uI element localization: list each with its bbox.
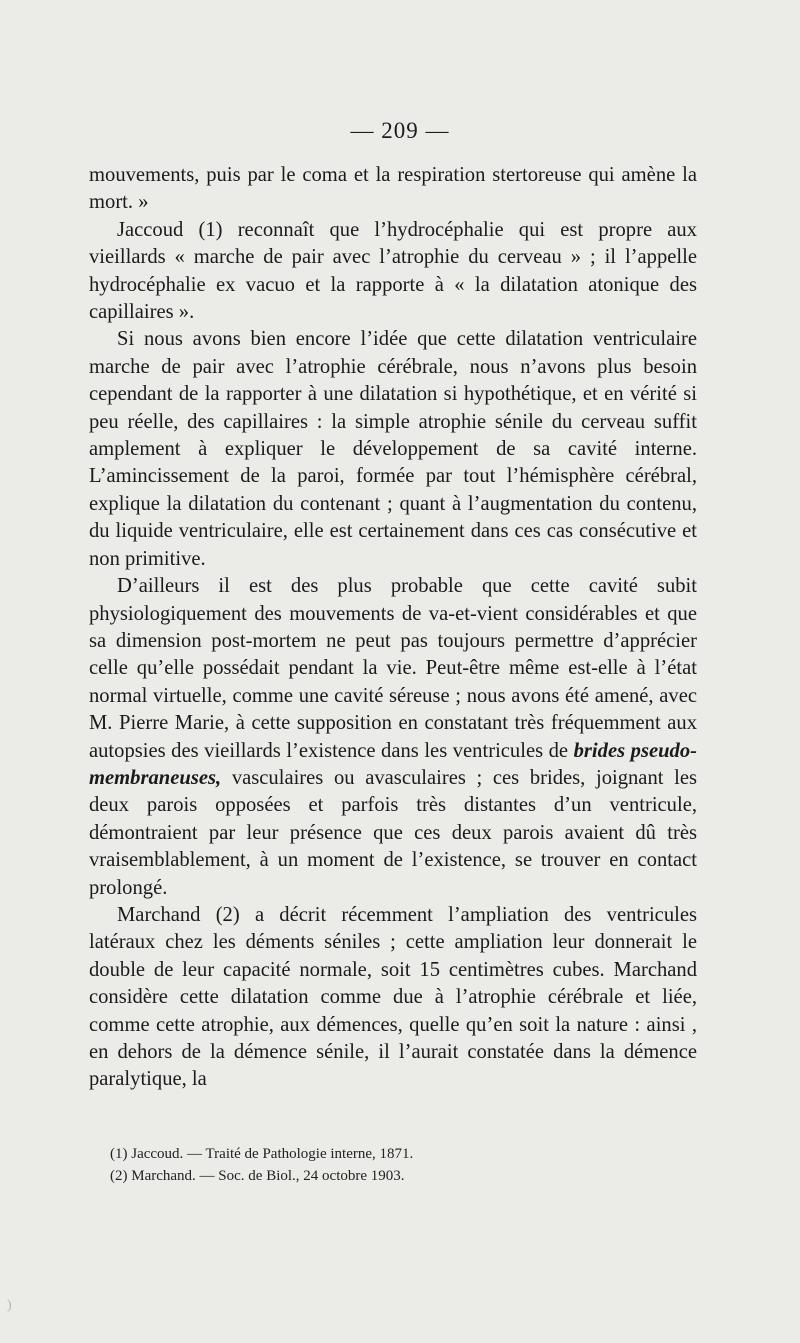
paragraph-3: Si nous avons bien encore l’idée que cette dilatation ventriculaire marche de pair avec l’atrophie cérébrale, nous n’avons plus besoin cependant de la rapporter à une dilatation si hypothétique, et en vérité si peu réelle, des capillaires : la simple atrophie sénile du cerveau suffit amplement à expliquer le développement de sa cavité interne. L’amincissement de la paroi, formée par tout l’hémisphère cérébral, explique la dilatation du contenant ; quant à l’augmentation du contenu, du liquide ventriculaire, elle est certainement dans ces cas consécutive et non primitive. — [89, 328, 697, 570]
footnotes — [110, 1143, 710, 1187]
paragraph-1: mouvements, puis par le coma et la respiration stertoreuse qui amène la mort. » — [89, 164, 697, 214]
page-number: — 209 — — [350, 118, 450, 143]
margin-mark: ) — [7, 1298, 12, 1313]
body-text — [89, 162, 697, 1094]
paragraph-4 — [89, 573, 697, 902]
paragraph-2: Jaccoud (1) reconnaît que l’hydrocéphalie qui est propre aux vieillards « marche de pair avec l’atrophie du cerveau » ; il l’appelle hydrocéphalie ex vacuo et la rapporte à « la dilatation atonique des capillaires ». — [89, 218, 697, 324]
paragraph-5: Marchand (2) a décrit récemment l’ampliation des ventricules latéraux chez les déments séniles ; cette ampliation leur donnerait le double de leur capacité normale, soit 15 centimètres cubes. Marchand considère cette dilatation comme due à l’atrophie cérébrale et liée, comme cette atrophie, aux démences, quelle qu’en soit la nature : ainsi , en dehors de la démence sénile, il l’aurait constatée dans la démence paralytique, la — [89, 903, 697, 1091]
emphasized-term: brides pseudo-membraneuses, — [89, 739, 697, 789]
paragraph-4-end: vasculaires ou avasculaires ; ces brides, joignant les deux parois opposées et parfois très distantes d’un ventricule, démontraient par leur présence que ces deux parois avaient dû très vraisemblablement, à un moment de l’existence, se trouver en contact prolongé. — [89, 766, 698, 899]
paragraph-4-start: D’ailleurs il est des plus probable que cette cavité subit physiologiquement des mouvements de va-et-vient considérables et que sa dimension post-mortem ne peut pas toujours permettre d’apprécier celle qu’elle possédait pendant la vie. Peut-être même est-elle à l’état normal virtuelle, comme une cavité séreuse ; nous avons été amené, avec M. Pierre Marie, à cette supposition en constatant très fréquemment aux autopsies des vieillards l’existence dans les ventricules de — [89, 575, 697, 762]
footnote-2: (2) Marchand. — Soc. de Biol., 24 octobre 1903. — [110, 1168, 405, 1184]
footnote-1: (1) Jaccoud. — Traité de Pathologie interne, 1871. — [110, 1146, 414, 1162]
